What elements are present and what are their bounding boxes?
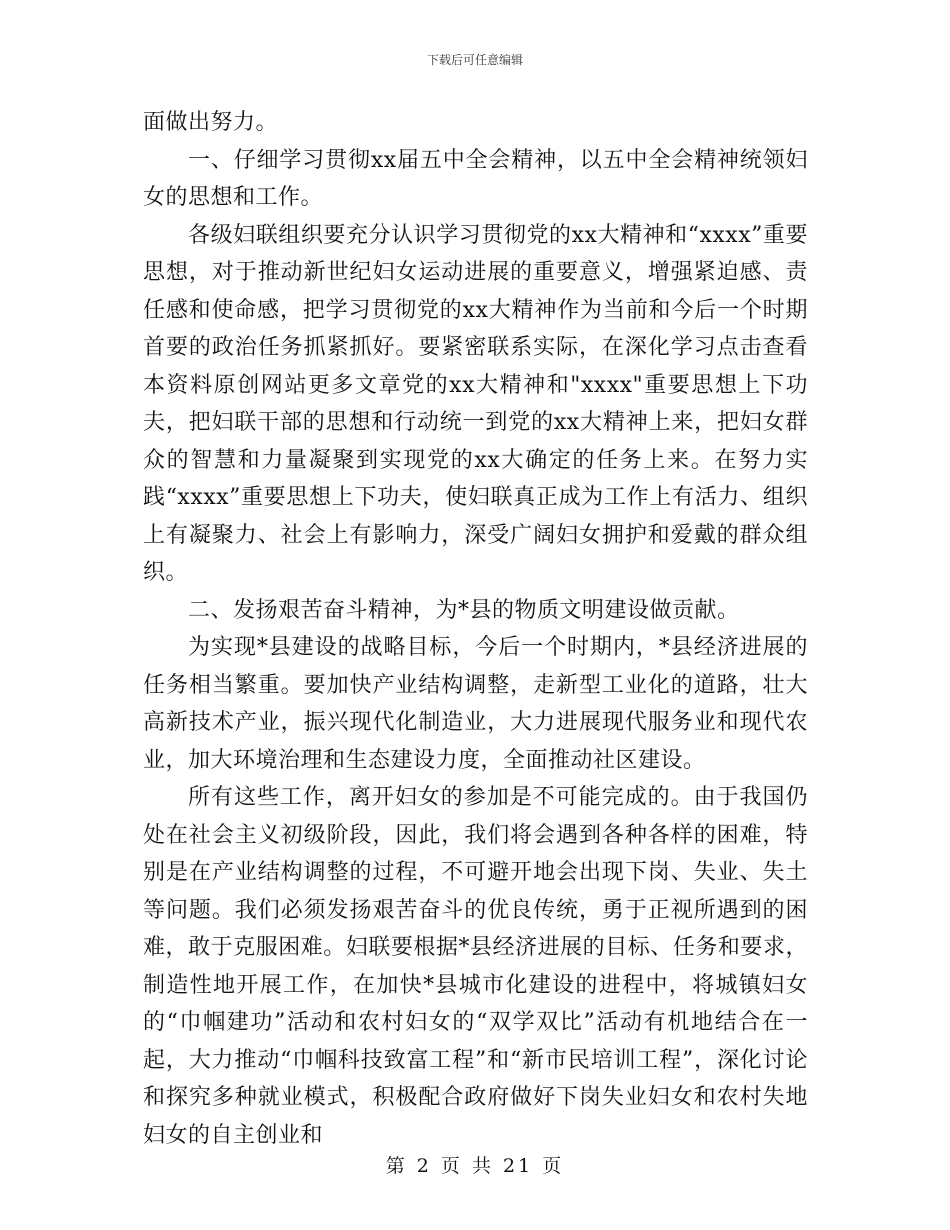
paragraph: 为实现*县建设的战略目标，今后一个时期内，*县经济进展的任务相当繁重。要加快产业结构调整，走新型工业化的道路，壮大高新技术产业，振兴现代化制造业，大力进展现代服务业和现代农业，加大环境治理和生态建设力度，全面推动社区建设。 xyxy=(143,635,808,773)
section-heading-2: 二、发扬艰苦奋斗精神，为*县的物质文明建设做贡献。 xyxy=(188,597,740,623)
section-heading-1: 一、仔细学习贯彻xx届五中全会精神，以五中全会精神统领妇女的思想和工作。 xyxy=(143,147,808,210)
paragraph: 所有这些工作，离开妇女的参加是不可能完成的。由于我国仍处在社会主义初级阶段，因此，我们将会遇到各种各样的困难，特别是在产业结构调整的过程，不可避开地会出现下岗、失业、失土等问题。我们必须发扬艰苦奋斗的优良传统，勇于正视所遇到的困难，敢于克服困难。妇联要根据*县经济进展的目标、任务和要求，制造性地开展工作，在加快*县城市化建设的进程中，将城镇妇女的“巾帼建功”活动和农村妇女的“双学双比”活动有机地结合在一起，大力推动“巾帼科技致富工程”和“新市民培训工程”，深化讨论和探究多种就业模式，积极配合政府做好下岗失业妇女和农村失地妇女的自主创业和 xyxy=(143,785,808,1148)
document-body xyxy=(143,104,808,1154)
paragraph: 各级妇联组织要充分认识学习贯彻党的xx大精神和“xxxx”重要思想，对于推动新世纪妇女运动进展的重要意义，增强紧迫感、责任感和使命感，把学习贯彻党的xx大精神作为当前和今后一个时期首要的政治任务抓紧抓好。要紧密联系实际，在深化学习点击查看本资料原创网站更多文章党的xx大精神和"xxxx"重要思想上下功夫，把妇联干部的思想和行动统一到党的xx大精神上来，把妇女群众的智慧和力量凝聚到实现党的xx大确定的任务上来。在努力实践“xxxx”重要思想上下功夫，使妇联真正成为工作上有活力、组织上有凝聚力、社会上有影响力，深受广阔妇女拥护和爱戴的群众组织。 xyxy=(143,222,808,585)
paragraph-continuation: 面做出努力。 xyxy=(143,110,279,135)
page-number: 第 2 页 共 21 页 xyxy=(385,1155,565,1177)
page-header: 下载后可任意编辑 xyxy=(426,53,523,67)
